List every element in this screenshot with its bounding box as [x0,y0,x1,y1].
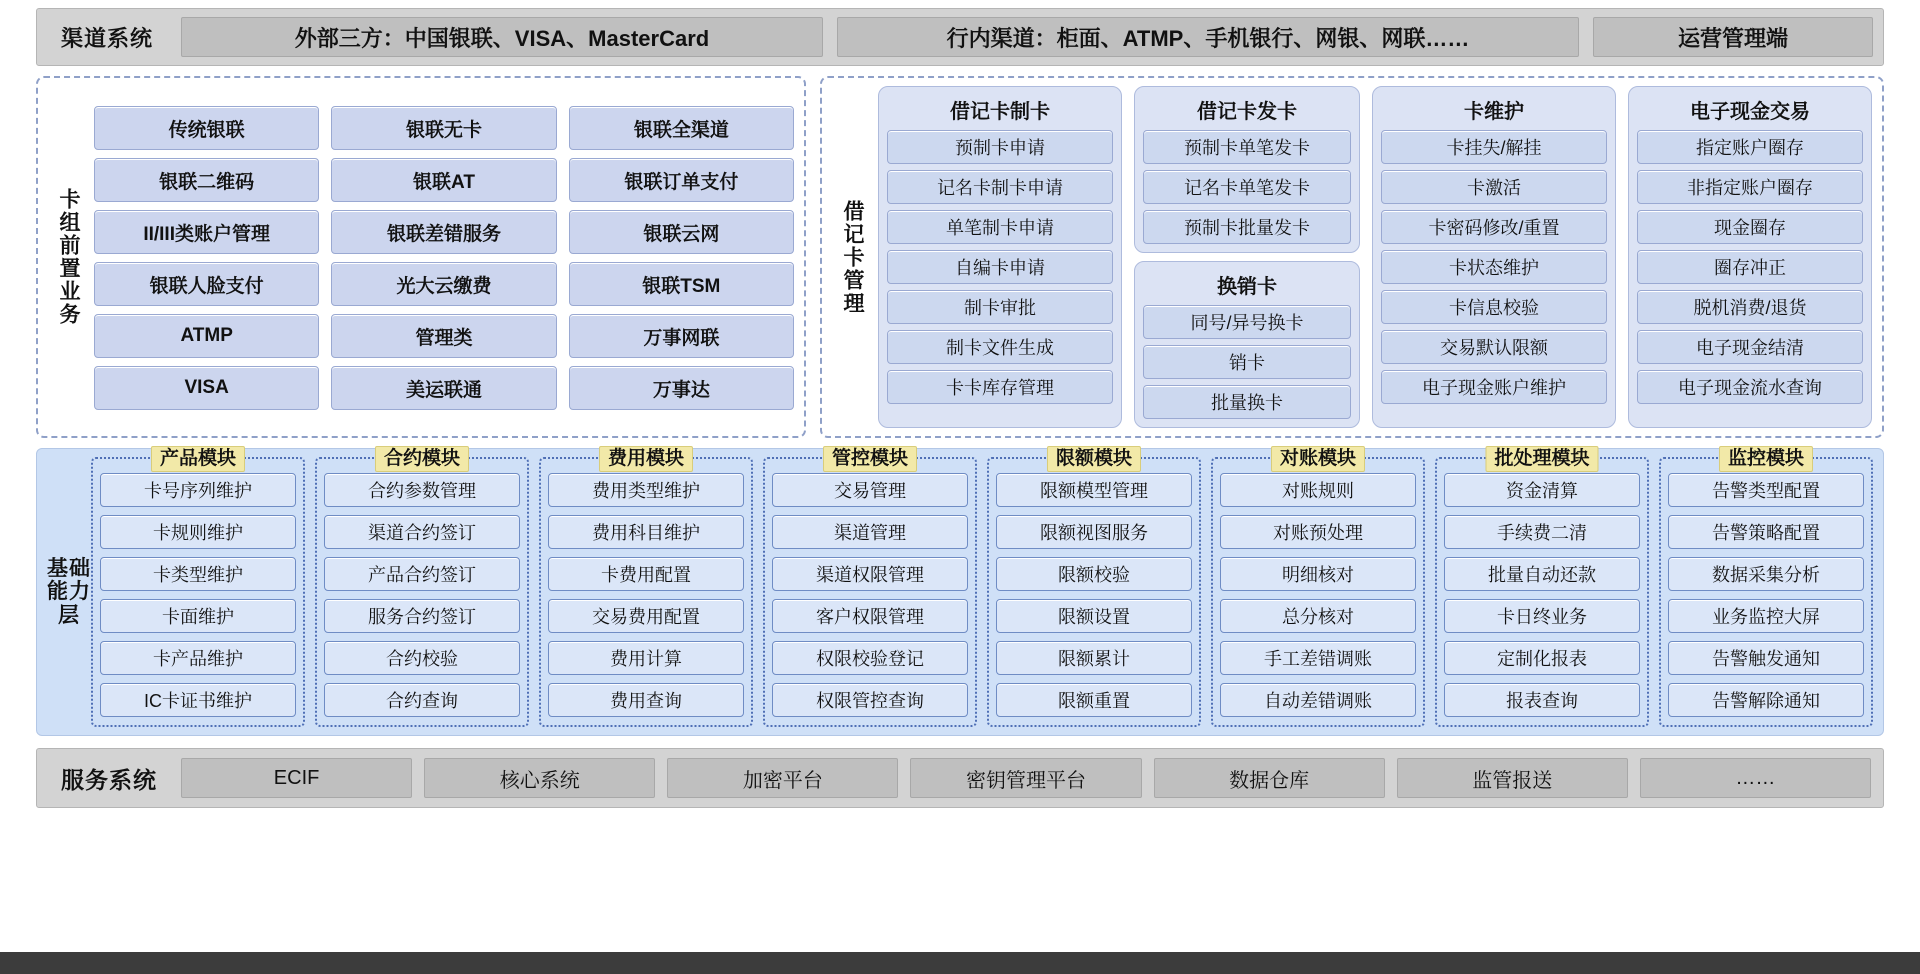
module-item[interactable]: 权限管控查询 [772,683,968,717]
group-title: 借记卡制卡 [950,101,1050,123]
module-item[interactable]: 限额设置 [996,599,1192,633]
module-item[interactable]: 限额模型管理 [996,473,1192,507]
card-org-panel-label: 卡组前置业务 [57,188,81,326]
card-org-item[interactable]: II/III类账户管理 [94,210,319,254]
module-item[interactable]: 合约校验 [324,641,520,675]
base-capability-layer [36,448,1884,736]
group-title: 借记卡发卡 [1197,101,1297,123]
card-org-grid [88,86,794,428]
middle-band [36,76,1884,438]
card-org-item[interactable]: 光大云缴费 [331,262,556,306]
card-org-item[interactable]: 银联订单支付 [569,158,794,202]
module-batch [1435,448,1649,727]
debit-item[interactable]: 脱机消费/退货 [1637,290,1863,324]
module-item[interactable]: 限额视图服务 [996,515,1192,549]
debit-item[interactable]: 交易默认限额 [1381,330,1607,364]
debit-card-columns [872,86,1872,428]
module-item[interactable]: 卡规则维护 [100,515,296,549]
base-layer-label: 基础能力层 [47,556,91,627]
debit-item[interactable]: 制卡文件生成 [887,330,1113,364]
debit-item[interactable]: 批量换卡 [1143,385,1351,419]
debit-item[interactable]: 预制卡申请 [887,130,1113,164]
module-item[interactable]: 客户权限管理 [772,599,968,633]
module-title: 限额模块 [1047,446,1141,472]
debit-column-issue-exchange [1134,86,1360,428]
debit-group-ecash-transaction [1628,86,1872,428]
module-item[interactable]: 明细核对 [1220,557,1416,591]
module-item[interactable]: 权限校验登记 [772,641,968,675]
channel-system-title: 渠道系统 [60,25,153,51]
service-system-title: 服务系统 [61,766,157,793]
module-item[interactable]: 渠道合约签订 [324,515,520,549]
card-org-item[interactable]: 银联全渠道 [569,106,794,150]
module-item[interactable]: 对账规则 [1220,473,1416,507]
module-item[interactable]: 手工差错调账 [1220,641,1416,675]
channel-external-box: 外部三方：中国银联、VISA、MasterCard [181,17,823,57]
module-item[interactable]: 限额累计 [996,641,1192,675]
module-title: 管控模块 [823,446,917,472]
card-org-item[interactable]: 银联人脸支付 [94,262,319,306]
module-item[interactable]: 费用类型维护 [548,473,744,507]
card-org-item[interactable]: 万事网联 [569,314,794,358]
module-item[interactable]: 告警类型配置 [1668,473,1864,507]
service-item[interactable]: 数据仓库 [1154,758,1385,798]
service-item[interactable]: 加密平台 [667,758,898,798]
module-item[interactable]: 交易费用配置 [548,599,744,633]
card-org-item[interactable]: 美运联通 [331,366,556,410]
module-item[interactable]: 告警触发通知 [1668,641,1864,675]
module-title: 批处理模块 [1485,446,1598,472]
channel-system-row [36,8,1884,66]
card-org-item[interactable]: 银联云网 [569,210,794,254]
debit-item[interactable]: 记名卡制卡申请 [887,170,1113,204]
channel-operations-box: 运营管理端 [1593,17,1873,57]
module-product [91,448,305,727]
module-item[interactable]: 卡号序列维护 [100,473,296,507]
group-items [1143,305,1351,419]
debit-item[interactable]: 卡信息校验 [1381,290,1607,324]
service-item[interactable]: 密钥管理平台 [910,758,1141,798]
module-item[interactable]: 产品合约签订 [324,557,520,591]
card-org-item[interactable]: ATMP [94,314,319,358]
debit-item[interactable]: 电子现金结清 [1637,330,1863,364]
card-org-item[interactable]: 传统银联 [94,106,319,150]
module-item[interactable]: 渠道管理 [772,515,968,549]
debit-item[interactable]: 电子现金账户维护 [1381,370,1607,404]
module-item[interactable]: IC卡证书维护 [100,683,296,717]
debit-group-card-issuing [1134,86,1360,253]
module-item[interactable]: 费用查询 [548,683,744,717]
card-org-item[interactable]: VISA [94,366,319,410]
module-title: 监控模块 [1719,446,1813,472]
module-contract [315,448,529,727]
base-module-columns [91,448,1873,727]
module-item[interactable]: 限额校验 [996,557,1192,591]
module-monitor [1659,448,1873,727]
module-item[interactable]: 合约查询 [324,683,520,717]
module-item[interactable]: 告警解除通知 [1668,683,1864,717]
service-item[interactable]: ECIF [181,758,412,798]
module-item[interactable]: 卡类型维护 [100,557,296,591]
debit-item[interactable]: 指定账户圈存 [1637,130,1863,164]
card-org-item[interactable]: 银联AT [331,158,556,202]
module-item[interactable]: 自动差错调账 [1220,683,1416,717]
module-item[interactable]: 数据采集分析 [1668,557,1864,591]
debit-item[interactable]: 记名卡单笔发卡 [1143,170,1351,204]
module-item[interactable]: 资金清算 [1444,473,1640,507]
debit-group-card-production [878,86,1122,428]
group-title: 换销卡 [1217,276,1277,298]
group-items [887,130,1113,404]
module-limit [987,448,1201,727]
service-item[interactable]: 监管报送 [1397,758,1628,798]
module-item[interactable]: 费用计算 [548,641,744,675]
module-title: 对账模块 [1271,446,1365,472]
debit-card-panel [820,76,1884,438]
debit-item[interactable]: 现金圈存 [1637,210,1863,244]
module-title: 费用模块 [599,446,693,472]
card-org-item[interactable]: 银联无卡 [331,106,556,150]
service-system-row [36,748,1884,808]
module-item[interactable]: 告警策略配置 [1668,515,1864,549]
debit-item[interactable]: 卡状态维护 [1381,250,1607,284]
debit-item[interactable]: 圈存冲正 [1637,250,1863,284]
card-org-item[interactable]: 银联TSM [569,262,794,306]
group-items [1381,130,1607,404]
debit-item[interactable]: 预制卡批量发卡 [1143,210,1351,244]
service-item[interactable]: 核心系统 [424,758,655,798]
debit-item[interactable]: 非指定账户圈存 [1637,170,1863,204]
debit-card-panel-label: 借记卡管理 [841,199,865,315]
debit-item[interactable]: 制卡审批 [887,290,1113,324]
module-item[interactable]: 批量自动还款 [1444,557,1640,591]
debit-group-card-exchange [1134,261,1360,428]
module-control [763,448,977,727]
module-item[interactable]: 合约参数管理 [324,473,520,507]
module-item[interactable]: 手续费二清 [1444,515,1640,549]
debit-item[interactable]: 自编卡申请 [887,250,1113,284]
debit-item[interactable]: 卡激活 [1381,170,1607,204]
debit-item[interactable]: 销卡 [1143,345,1351,379]
debit-item[interactable]: 卡挂失/解挂 [1381,130,1607,164]
module-item[interactable]: 卡面维护 [100,599,296,633]
module-reconciliation [1211,448,1425,727]
channel-internal-box: 行内渠道：柜面、ATMP、手机银行、网银、网联…… [837,17,1579,57]
module-item[interactable]: 业务监控大屏 [1668,599,1864,633]
debit-item[interactable]: 单笔制卡申请 [887,210,1113,244]
group-items [1143,130,1351,244]
card-org-panel [36,76,806,438]
debit-item[interactable]: 预制卡单笔发卡 [1143,130,1351,164]
debit-item[interactable]: 卡卡库存管理 [887,370,1113,404]
module-fee [539,448,753,727]
group-title: 卡维护 [1464,101,1524,123]
module-item[interactable]: 服务合约签订 [324,599,520,633]
debit-item[interactable]: 卡密码修改/重置 [1381,210,1607,244]
module-item[interactable]: 卡产品维护 [100,641,296,675]
group-items [1637,130,1863,404]
debit-group-card-maintenance [1372,86,1616,428]
module-title: 合约模块 [375,446,469,472]
module-item[interactable]: 交易管理 [772,473,968,507]
module-item[interactable]: 卡日终业务 [1444,599,1640,633]
module-item[interactable]: 卡费用配置 [548,557,744,591]
card-org-item[interactable]: 银联二维码 [94,158,319,202]
module-item[interactable]: 限额重置 [996,683,1192,717]
group-title: 电子现金交易 [1690,101,1810,123]
module-item[interactable]: 费用科目维护 [548,515,744,549]
card-org-item[interactable]: 万事达 [569,366,794,410]
card-org-item[interactable]: 银联差错服务 [331,210,556,254]
debit-item[interactable]: 同号/异号换卡 [1143,305,1351,339]
module-item[interactable]: 定制化报表 [1444,641,1640,675]
module-item[interactable]: 渠道权限管理 [772,557,968,591]
module-item[interactable]: 总分核对 [1220,599,1416,633]
footer-bar [0,952,1920,974]
module-item[interactable]: 报表查询 [1444,683,1640,717]
module-item[interactable]: 对账预处理 [1220,515,1416,549]
service-item: …… [1640,758,1871,798]
card-org-item[interactable]: 管理类 [331,314,556,358]
module-title: 产品模块 [151,446,245,472]
debit-item[interactable]: 电子现金流水查询 [1637,370,1863,404]
